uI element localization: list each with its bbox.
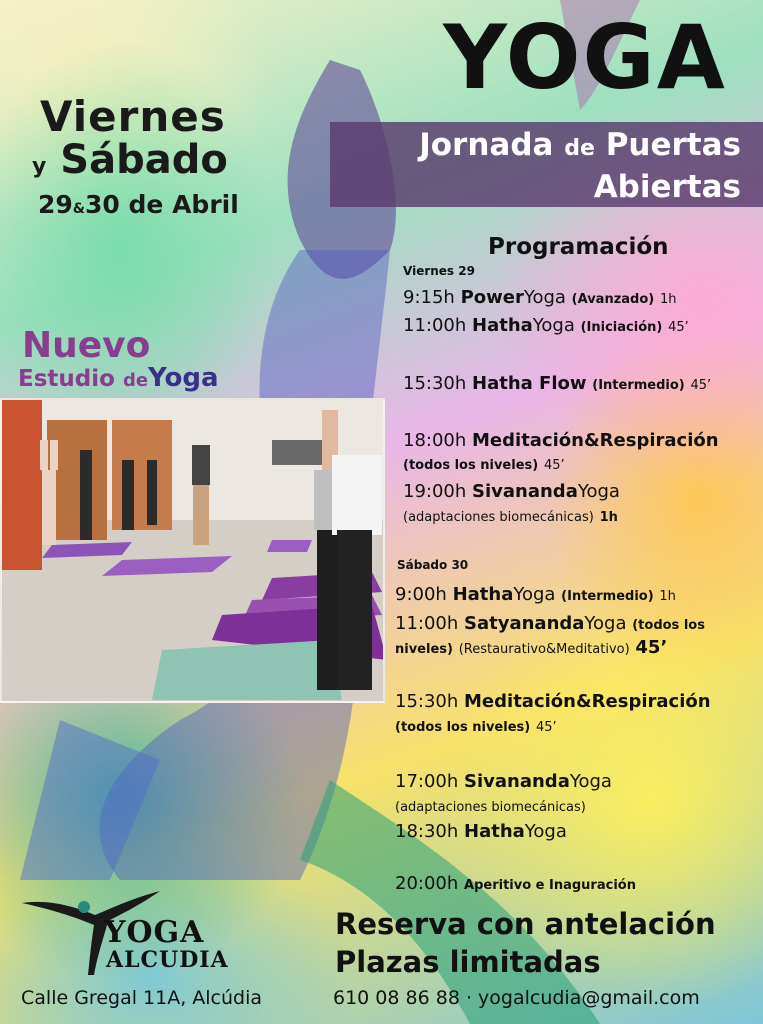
session-row-detail [395,636,667,662]
session-row [395,872,636,898]
session-row [403,314,689,340]
day-saturday-line [32,139,282,188]
session-time: 9:00h [395,584,447,605]
session-name: Sivananda [464,771,570,792]
session-type: Yoga [523,287,566,308]
address: Calle Gregal 11A, Alcúdia [21,987,263,1009]
session-duration: 45’ [668,320,689,335]
session-name: Satyananda [464,613,585,634]
program-title: Programación [488,234,669,260]
session-level: (todos los niveles) [403,458,539,473]
session-level: (todos los niveles) [395,720,531,735]
session-time: 18:30h [395,821,459,842]
session-name: Hatha [452,584,514,605]
session-time: 11:00h [395,613,459,634]
session-type: Yoga [577,481,620,502]
new-studio-line-1: Nuevo [22,325,151,366]
session-row [395,820,567,844]
session-name: Hatha [464,821,525,842]
studio-word-estudio: Estudio [18,366,115,392]
studio-word-de: de [122,370,149,391]
session-name: Aperitivo e Inaguración [464,878,636,893]
session-time: 15:30h [403,373,467,394]
session-type: Yoga [513,584,556,605]
session-level: (Avanzado) [571,292,655,307]
session-name: Power [460,287,524,308]
session-duration: 45’ [635,637,668,658]
session-duration: 45’ [535,720,557,735]
new-studio-heading [18,325,268,395]
new-studio-line-2 [18,364,268,395]
studio-photo-illustration [2,400,385,703]
session-row-detail [395,714,557,740]
studio-photo [0,398,385,703]
session-level: (todos los [632,618,705,633]
banner-word-puertas: Puertas [605,127,741,163]
session-row [403,286,676,312]
session-row-detail [395,794,586,820]
session-note: (Restaurativo&Meditativo) [458,642,630,657]
session-level: niveles) [395,642,453,657]
logo-text-yoga: YOGA [104,915,205,950]
date-ampersand: & [72,201,86,217]
date-month: de Abril [128,190,239,219]
banner-line-2: Abiertas [593,169,741,205]
session-time: 19:00h [403,481,467,502]
session-type: Yoga [584,613,627,634]
banner-word-jornada: Jornada [419,127,554,163]
session-note: (adaptaciones biomecánicas) [395,800,586,815]
banner-line-1 [330,126,741,168]
session-note: (adaptaciones biomecánicas) [403,510,594,525]
session-time: 11:00h [403,315,467,336]
session-name: Meditación&Respiración [464,691,711,712]
session-name: Meditación&Respiración [472,430,719,451]
session-time: 9:15h [403,287,455,308]
logo [20,885,230,980]
session-name: Hatha Flow [472,373,587,394]
conjunction: y [32,154,47,179]
day-friday: Viernes [40,92,226,141]
session-time: 15:30h [395,691,459,712]
day-saturday: Sábado [60,137,228,183]
session-duration: 1h [659,589,676,604]
session-duration: 1h [659,292,677,307]
session-row [403,480,620,504]
reservation-notice [335,905,716,981]
session-row [395,612,705,638]
session-duration: 45’ [690,378,712,393]
date-day-1: 29 [38,190,73,219]
contact-info: 610 08 86 88 · yogalcudia@gmail.com [333,987,700,1009]
session-type: Yoga [532,315,575,336]
page-title: YOGA [443,6,727,109]
session-time: 18:00h [403,430,467,451]
logo-text-alcudia: ALCUDIA [106,947,229,973]
session-time: 20:00h [395,873,459,894]
session-row [395,770,612,794]
session-time: 17:00h [395,771,459,792]
session-duration: 1h [599,510,618,525]
session-name: Sivananda [472,481,578,502]
limited-places-text: Plazas limitadas [335,945,601,979]
session-type: Yoga [524,821,567,842]
session-level: (Intermedio) [561,589,654,604]
session-type: Yoga [569,771,612,792]
date-line [32,188,282,226]
session-duration: 45’ [543,458,565,473]
session-row [395,690,711,714]
session-row-detail [403,452,565,478]
session-row [403,372,711,398]
session-level: (Intermedio) [592,378,685,393]
open-days-banner [330,122,763,207]
session-row-detail [403,504,618,530]
reserve-text: Reserva con antelación [335,907,716,941]
day-label-friday: Viernes 29 [403,264,475,278]
event-dates [32,92,282,226]
session-row [395,583,676,609]
session-name: Hatha [472,315,533,336]
studio-word-yoga: Yoga [148,363,219,393]
session-row [403,429,719,453]
session-level: (Iniciación) [580,320,663,335]
day-label-saturday: Sábado 30 [397,558,469,572]
date-day-2: 30 [85,190,120,219]
banner-word-de: de [564,136,595,161]
